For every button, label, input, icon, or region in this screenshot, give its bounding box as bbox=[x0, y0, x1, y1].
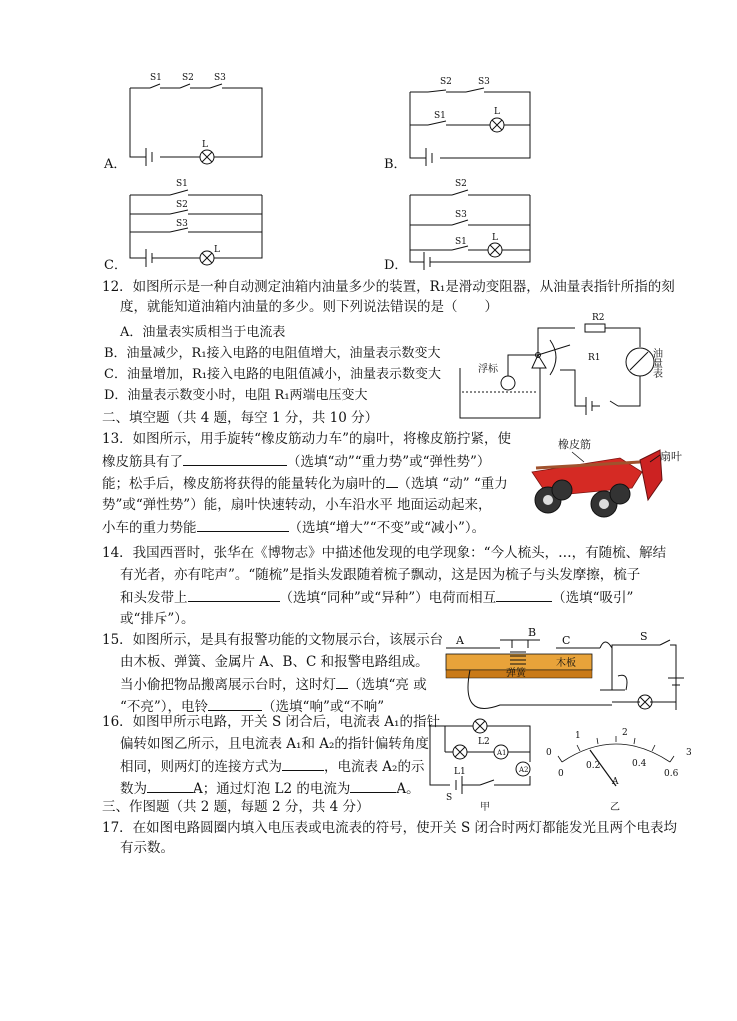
q17-line1: 17．在如图电路圆圈内填入电压表或电流表的符号，使开关 S 闭合时两灯都能发光且两个电表均 bbox=[102, 820, 678, 836]
label-a: A bbox=[456, 634, 464, 647]
option-c-label: C． bbox=[104, 258, 127, 273]
label-xiangpijin: 橡皮筋 bbox=[558, 438, 591, 451]
meter-top-3: 3 bbox=[686, 748, 692, 758]
label-yi: 乙 bbox=[610, 802, 620, 813]
q12-line2: 度，就能知道油箱内油量的多少。则下列说法错误的是（ ） bbox=[120, 299, 498, 315]
q12-option-d: D．油量表示数变小时，电阻 R₁两端电压变大 bbox=[104, 388, 368, 403]
label-l: L bbox=[202, 140, 208, 150]
label-s3: S3 bbox=[455, 210, 467, 220]
label-c: C bbox=[562, 634, 571, 647]
q12-option-b: B．油量减少，R₁接入电路的电阻值增大，油量表示数变大 bbox=[104, 346, 441, 361]
meter-top-0: 0 bbox=[546, 748, 552, 758]
q13-line1: 13．如图所示，用手旋转“橡皮筋动力车”的扇叶，将橡皮筋拧紧，使 bbox=[102, 431, 511, 447]
label-l: L bbox=[494, 107, 500, 117]
label-jia: 甲 bbox=[480, 802, 490, 813]
label-fubiao: 浮标 bbox=[478, 364, 498, 375]
label-s: S bbox=[640, 630, 648, 643]
q14-line2: 有光者，亦有咤声”。“随梳”是指头发跟随着梳子飘动，这是因为梳子与头发摩擦，梳子 bbox=[120, 567, 641, 583]
label-r1: R1 bbox=[588, 353, 601, 363]
label-r2: R2 bbox=[592, 313, 605, 323]
section3-heading: 三、作图题（共 2 题，每题 2 分，共 4 分） bbox=[102, 799, 370, 815]
label-b: B bbox=[528, 626, 537, 639]
label-s1: S1 bbox=[176, 179, 188, 189]
q16-line4: 数为 A；通过灯泡 L2 的电流为 A。 bbox=[120, 778, 420, 799]
label-s2: S2 bbox=[440, 77, 452, 87]
q16-line3: 相同，则两灯的连接方式为 ，电流表 A₂的示 bbox=[120, 756, 424, 777]
meter-unit: A bbox=[612, 777, 619, 787]
meter-top-1: 1 bbox=[575, 731, 581, 741]
label-s: S bbox=[446, 793, 453, 803]
q15-line4: “不亮”），电铃 （选填“响”或“不响” bbox=[120, 696, 384, 717]
label-s3: S3 bbox=[478, 77, 490, 87]
label-l: L bbox=[214, 245, 220, 255]
q12-option-a: A．油量表实质相当于电流表 bbox=[120, 325, 286, 340]
q17-line2: 有示数。 bbox=[120, 840, 174, 856]
q13-line3: 能；松手后，橡皮筋将获得的能量转化为扇叶的 （选填 “动” “重力 bbox=[102, 473, 508, 494]
q15-line2: 由木板、弹簧、金属片 A、B、C 和报警电路组成。 bbox=[120, 654, 429, 670]
label-a2: A2 bbox=[519, 766, 529, 774]
meter-bottom-0: 0 bbox=[558, 769, 564, 779]
label-tanhuang: 弹簧 bbox=[506, 668, 526, 679]
q16-line1: 16．如图甲所示电路，开关 S 闭合后，电流表 A₁的指针 bbox=[102, 714, 440, 730]
label-s2: S2 bbox=[176, 200, 188, 210]
label-s1: S1 bbox=[434, 111, 446, 121]
meter-bottom-2: 0.4 bbox=[632, 759, 647, 769]
label-s1: S1 bbox=[150, 73, 162, 83]
label-s3: S3 bbox=[214, 73, 226, 83]
label-shanye: 扇叶 bbox=[660, 450, 682, 463]
label-l1: L1 bbox=[454, 767, 466, 777]
label-a1: A1 bbox=[497, 749, 507, 757]
q14-line1: 14．我国西晋时，张华在《博物志》中描述他发现的电学现象：“今人梳头，…，有随梳、解结 bbox=[102, 545, 667, 561]
label-muban: 木板 bbox=[556, 658, 576, 669]
q13-line5: 小车的重力势能 （选填“增大”“不变”或“减小”）。 bbox=[102, 517, 485, 538]
label-l2: L2 bbox=[478, 737, 490, 747]
label-s3: S3 bbox=[176, 219, 188, 229]
label-l: L bbox=[492, 233, 498, 243]
option-a-label: A． bbox=[104, 157, 127, 172]
label-s2: S2 bbox=[455, 179, 467, 189]
meter-top-2: 2 bbox=[622, 728, 628, 738]
label-youliangbiao: 油量表 bbox=[650, 348, 662, 378]
meter-bottom-1: 0.2 bbox=[586, 761, 601, 771]
label-s1: S1 bbox=[455, 237, 467, 247]
q16-line2: 偏转如图乙所示，且电流表 A₁和 A₂的指针偏转角度 bbox=[120, 736, 429, 752]
q14-line4: 或“排斥”）。 bbox=[120, 611, 195, 627]
section2-heading: 二、填空题（共 4 题，每空 1 分，共 10 分） bbox=[102, 410, 379, 426]
option-b-label: B． bbox=[384, 157, 407, 172]
q12-option-c: C．油量增加，R₁接入电路的电阻值减小，油量表示数变大 bbox=[104, 367, 441, 382]
q13-line2: 橡皮筋具有了 （选填“动”“重力势”或“弹性势”） bbox=[102, 451, 490, 472]
label-s2: S2 bbox=[182, 73, 194, 83]
q15-line1: 15．如图所示，是具有报警功能的文物展示台，该展示台 bbox=[102, 632, 444, 648]
meter-bottom-3: 0.6 bbox=[664, 769, 679, 779]
option-d-label: D． bbox=[384, 258, 408, 273]
q15-line3: 当小偷把物品搬离展示台时，这时灯 （选填“亮 或 bbox=[120, 674, 427, 695]
q12-line1: 12．如图所示是一种自动测定油箱内油量多少的装置，R₁是滑动变阻器，从油量表指针所指的刻 bbox=[102, 279, 675, 295]
q13-line4: 势”或“弹性势”）能，扇叶快速转动，小车沿水平 地面运动起来， bbox=[102, 497, 492, 513]
q14-line3: 和头发带上 （选填“同种”或“异种”）电荷而相互 （选填“吸引” bbox=[120, 587, 633, 608]
